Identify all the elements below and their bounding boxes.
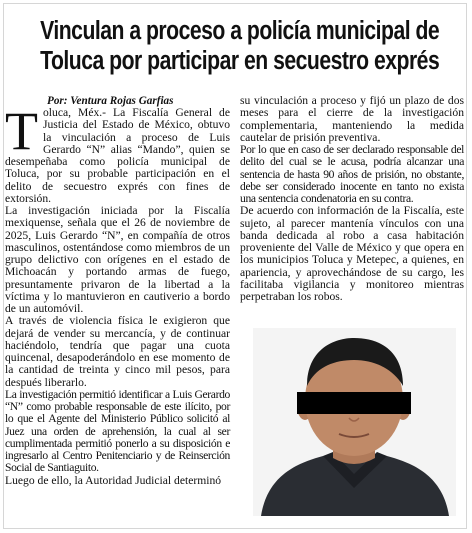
headline (40, 16, 440, 76)
article-column-right (240, 95, 464, 303)
drop-cap: T (5, 101, 38, 161)
paragraph: La investigación iniciada por la Fiscalía mexiquense, señala que el 26 de noviembre de 2025, Luis Gerardo “N”, en compañía de otros masculinos, ostentándose como miembros de un grupo delictivo con orígenes en el estado de Michoacán y portando armas de fuego, presuntamente privaron de la libertad a la víctima y lo mantuvieron en cautiverio a bordo de un automóvil. (5, 204, 230, 315)
headline-line-2: Toluca por participar en secuestro exprés (40, 47, 440, 75)
paragraph: su vinculación a proceso y fijó un plazo de dos meses para el cierre de la investigación complementaria, manteniendo la medida cautelar de prisión preventiva. (240, 94, 464, 144)
article-column-left (5, 95, 230, 487)
paragraph: De acuerdo con información de la Fiscalía, este sujeto, al parecer mantenía vínculos con una banda dedicada al robo a casa habitación proveniente del Valle de México y que opera en los municipios Toluca y Metepec, a quienes, en apariencia, y aprovechándose de su cargo, les facilitaba vigilancia y monitoreo mientras perpetraban los robos. (240, 204, 464, 303)
headline-line-1: Vinculan a proceso a policía municipal de (40, 17, 440, 45)
censor-bar (297, 392, 411, 414)
paragraph: Por lo que en caso de ser declarado responsable del delito del cual se le acusa, podría alcanzar una sentencia de hasta 90 años de prisión, no obstante, debe ser considerado inocente en tanto no exista una sentencia condenatoria en su contra. (240, 143, 464, 205)
paragraph-lead-text: oluca, Méx.- La Fiscalía General de Justicia del Estado de México, obtuvo la vinculación a proceso de Luis Gerardo “N” alias “Mando”, quien se desempeñaba como policía municipal de Toluca, por su probable participación en el delito de secuestro exprés con fines de extorsión. (5, 106, 230, 205)
byline: Por: Ventura Rojas Garfias (47, 95, 174, 107)
paragraph: Luego de ello, la Autoridad Judicial determinó (5, 473, 222, 487)
suspect-photo-illustration (253, 328, 456, 516)
paragraph: La investigación permitió identificar a Luis Gerardo “N” como probable responsable de este ilícito, por lo que el Agente del Ministerio Público solicitó al Juez una orden de aprehensión, la cual al ser cumplimentada permitió ponerlo a su disposición e ingresarlo al Centro Penitenciario y de Reinserción Social de Santiaguito. (5, 387, 230, 475)
suspect-photo (253, 328, 456, 516)
paragraph: A través de violencia física le exigieron que dejará de vender su mercancía, y de continuar haciéndolo, tendría que pagar una cuota quincenal, desapoderándolo en ese momento de la cantidad de treinta y cinco mil pesos, para después liberarlo. (5, 314, 230, 389)
